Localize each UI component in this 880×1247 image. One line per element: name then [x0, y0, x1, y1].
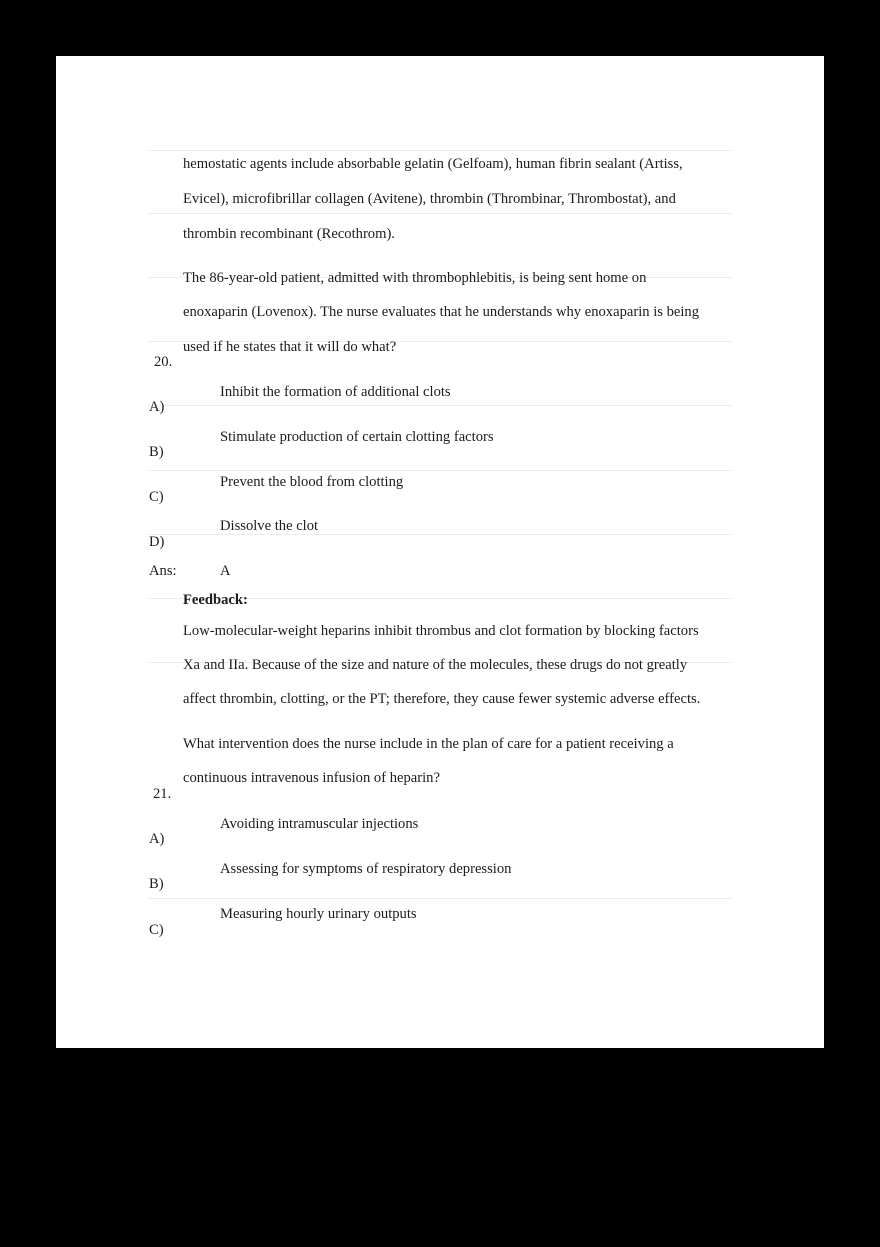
option-text: Stimulate production of certain clotting factors — [220, 429, 494, 445]
divider — [148, 405, 732, 406]
option-text: Prevent the blood from clotting — [220, 474, 404, 490]
option-text: Dissolve the clot — [220, 518, 319, 534]
option-text: Avoiding intramuscular injections — [220, 816, 419, 832]
question-stem-line: used if he states that it will do what? — [183, 339, 397, 355]
feedback-line: Xa and IIa. Because of the size and nature of the molecules, these drugs do not greatly — [183, 657, 688, 673]
feedback-line: affect thrombin, clotting, or the PT; therefore, they cause fewer systemic adverse effects. — [183, 691, 701, 707]
option-text: Measuring hourly urinary outputs — [220, 906, 417, 922]
question-number: 21. — [153, 786, 172, 802]
text-line: hemostatic agents include absorbable gelatin (Gelfoam), human fibrin sealant (Artiss, — [183, 156, 683, 172]
divider — [148, 470, 732, 471]
feedback-heading: Feedback: — [183, 592, 248, 608]
option-label: B) — [149, 876, 164, 892]
option-label: D) — [149, 534, 165, 550]
text-line: Evicel), microfibrillar collagen (Avitene), thrombin (Thrombinar, Thrombostat), and — [183, 191, 676, 207]
question-stem-line: enoxaparin (Lovenox). The nurse evaluates that he understands why enoxaparin is being — [183, 304, 700, 320]
divider — [148, 213, 732, 214]
option-label: A) — [149, 831, 165, 847]
document-page — [56, 56, 824, 1048]
option-text: Assessing for symptoms of respiratory depression — [220, 861, 512, 877]
text-line: thrombin recombinant (Recothrom). — [183, 226, 395, 242]
question-number: 20. — [154, 354, 173, 370]
option-label: C) — [149, 489, 164, 505]
option-text: Inhibit the formation of additional clots — [220, 384, 451, 400]
question-stem-line: continuous intravenous infusion of heparin? — [183, 770, 440, 786]
question-stem-line: The 86-year-old patient, admitted with thrombophlebitis, is being sent home on — [183, 270, 647, 286]
question-stem-line: What intervention does the nurse include in the plan of care for a patient receiving a — [183, 736, 674, 752]
option-label: B) — [149, 444, 164, 460]
option-label: C) — [149, 922, 164, 938]
divider — [148, 150, 732, 151]
divider — [148, 898, 732, 899]
answer-value: A — [220, 563, 231, 579]
option-label: A) — [149, 399, 165, 415]
answer-label: Ans: — [149, 563, 177, 579]
feedback-line: Low-molecular-weight heparins inhibit thrombus and clot formation by blocking factors — [183, 623, 699, 639]
